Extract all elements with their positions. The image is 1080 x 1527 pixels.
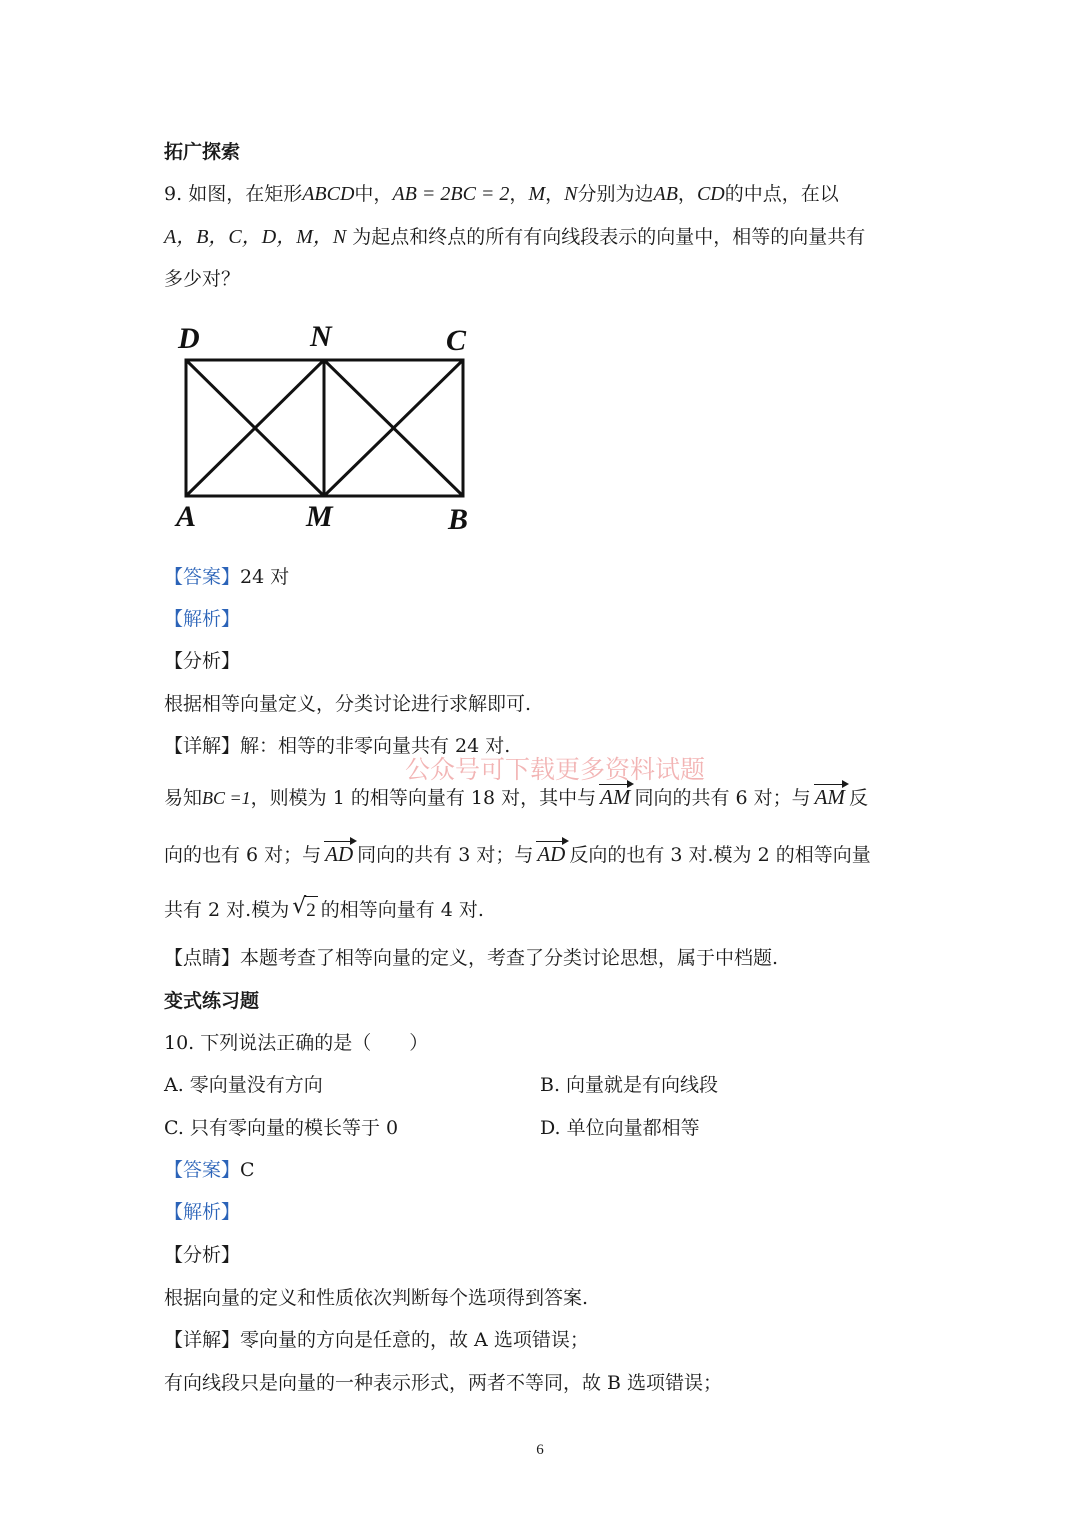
answer-tag: 【答案】 [164, 566, 241, 588]
q9-detail2: 向的也有 6 对；与 AD 同向的共有 3 对；与 AD 反向的也有 3 对.模为 2 的相等向量 [164, 842, 871, 866]
page-number: 6 [536, 1442, 544, 1458]
vector-ad: AD [325, 842, 354, 866]
q10-option-d: D. 单位向量都相等 [540, 1117, 700, 1139]
q10-answer: 【答案】C [164, 1159, 255, 1181]
q9-line2: A，B，C，D，M，N 为起点和终点的所有有向线段表示的向量中，相等的向量共有 [164, 226, 866, 248]
q9-line1: 9. 如图，在矩形ABCD中，AB = 2BC = 2，M，N分别为边AB，CD的中点，在以 [164, 183, 839, 205]
section-heading-variant: 变式练习题 [164, 990, 260, 1012]
q10-option-b: B. 向量就是有向线段 [540, 1074, 719, 1096]
q9-dianjing: 【点睛】本题考查了相等向量的定义，考查了分类讨论思想，属于中档题. [164, 947, 779, 969]
sqrt-2: √ 2 [292, 896, 318, 925]
q10-xiangjie: 【详解】零向量的方向是任意的，故 A 选项错误； [164, 1329, 589, 1351]
q9-answer: 【答案】24 对 [164, 566, 290, 588]
q9-detail1: 易知BC =1，则模为 1 的相等向量有 18 对，其中与 AM 同向的共有 6 对；与 AM 反 [164, 785, 868, 809]
q9-detail3: 共有 2 对.模为 √ 2 的相等向量有 4 对. [164, 896, 484, 925]
label-n: N [310, 320, 332, 353]
q10-stem: 10. 下列说法正确的是（ ） [164, 1032, 429, 1054]
q10-jiexi: 【解析】 [164, 1201, 241, 1223]
q10-fenxi-tag: 【分析】 [164, 1244, 241, 1266]
answer-tag: 【答案】 [164, 1159, 241, 1181]
q10-option-a: A. 零向量没有方向 [164, 1074, 323, 1096]
q10-fenxi: 根据向量的定义和性质依次判断每个选项得到答案. [164, 1287, 589, 1309]
q9-jiexi: 【解析】 [164, 608, 241, 630]
vector-am: AM [600, 785, 631, 809]
label-c: C [446, 324, 467, 357]
vector-ad: AD [537, 842, 566, 866]
q9-fenxi: 根据相等向量定义，分类讨论进行求解即可. [164, 693, 532, 715]
q10-option-c: C. 只有零向量的模长等于 0 [164, 1117, 399, 1139]
q9-xiangjie: 【详解】解：相等的非零向量共有 24 对. [164, 735, 511, 757]
label-m: M [306, 500, 333, 533]
rectangle-figure [166, 316, 486, 536]
q10-line-b: 有向线段只是向量的一种表示形式，两者不等同，故 B 选项错误； [164, 1372, 723, 1394]
q9-line3: 多少对？ [164, 268, 241, 290]
section-heading-extension: 拓广探索 [164, 141, 241, 163]
sqrt-icon: √ [292, 894, 307, 919]
label-d: D [178, 322, 200, 355]
watermark: 公众号可下载更多资料试题 [405, 755, 706, 784]
q9-number: 9. [164, 183, 183, 205]
label-b: B [448, 503, 469, 536]
q9-fenxi-tag: 【分析】 [164, 650, 241, 672]
vector-am: AM [814, 785, 845, 809]
label-a: A [176, 500, 197, 533]
